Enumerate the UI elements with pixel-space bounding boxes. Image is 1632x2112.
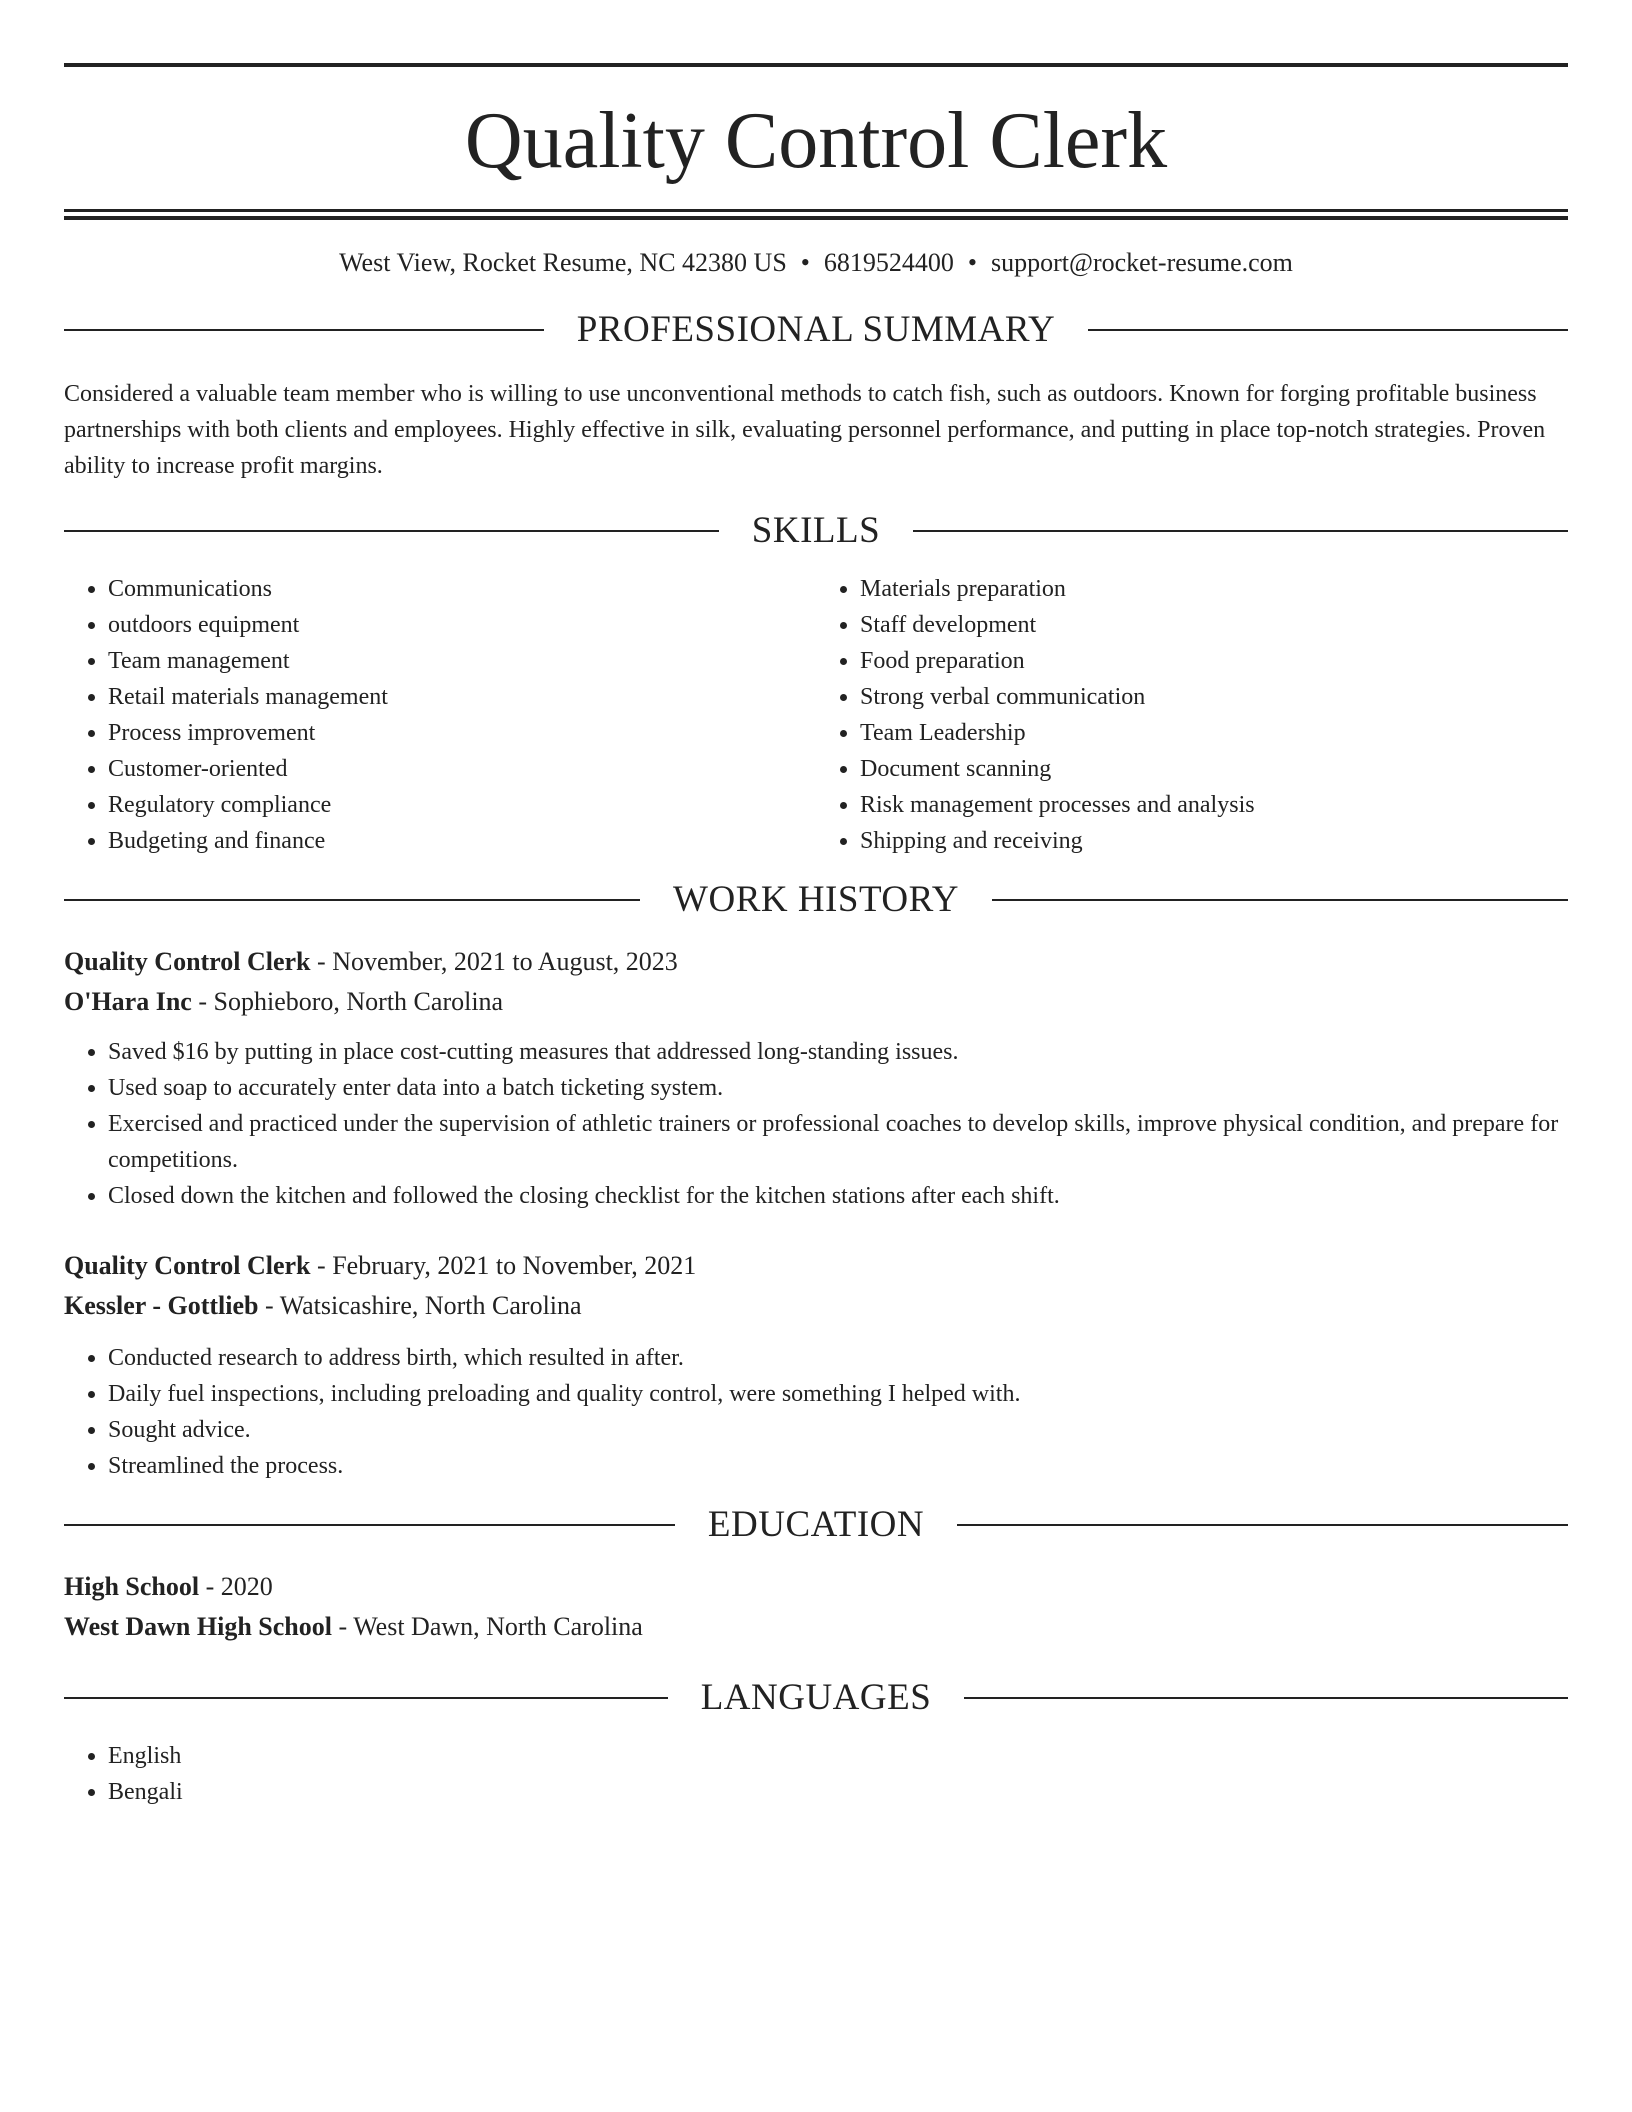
- skill-item: • Regulatory compliance: [108, 787, 816, 823]
- heading-rule-right: [913, 530, 1568, 532]
- languages-heading: LANGUAGES: [700, 1677, 932, 1719]
- dash: -: [317, 947, 326, 977]
- skill-item: • Team management: [108, 643, 816, 679]
- skills-section-heading: [64, 510, 1568, 552]
- job-company-line: [64, 1286, 1568, 1326]
- languages-section-heading: [64, 1677, 1568, 1719]
- job-company-line: [64, 982, 1568, 1022]
- skills-grid: [64, 571, 1568, 859]
- work-heading: WORK HISTORY: [673, 879, 959, 921]
- work-section-heading: [64, 879, 1568, 921]
- language-item: • Bengali: [108, 1774, 1568, 1810]
- dash: -: [317, 1251, 326, 1281]
- contact-email: support@rocket-resume.com: [991, 248, 1293, 277]
- job-title: Quality Control Clerk: [64, 1251, 311, 1281]
- skill-item: • Document scanning: [860, 751, 1568, 787]
- education-school: West Dawn High School: [64, 1612, 332, 1642]
- job-bullet: • Streamlined the process.: [108, 1448, 1568, 1484]
- job-bullet: • Saved $16 by putting in place cost-cutting measures that addressed long-standing issues.: [108, 1034, 1568, 1070]
- education-year: 2020: [220, 1572, 273, 1602]
- education-degree: High School: [64, 1572, 200, 1602]
- dash: -: [338, 1612, 348, 1642]
- contact-line: [64, 247, 1568, 278]
- job-title-line: [64, 942, 1568, 982]
- job-bullet: • Closed down the kitchen and followed the closing checklist for the kitchen stations after each shift.: [108, 1178, 1568, 1214]
- education-heading: EDUCATION: [707, 1504, 925, 1546]
- dash: -: [205, 1572, 215, 1602]
- heading-rule-right: [957, 1524, 1568, 1526]
- heading-rule-left: [64, 530, 719, 532]
- education-school-line: [64, 1607, 1568, 1647]
- skill-item: • Process improvement: [108, 715, 816, 751]
- education-section-heading: [64, 1504, 1568, 1546]
- summary-text: Considered a valuable team member who is willing to use unconventional methods to catch fish, such as outdoors. Known for forging profitable business partnerships with both clients and employees. Highly effective in silk, evaluating personnel performance, and putting in place top-notch strategies. Proven ability to increase profit margins.: [64, 381, 1546, 480]
- heading-rule-right: [1088, 329, 1568, 331]
- job-bullet: • Sought advice.: [108, 1412, 1568, 1448]
- skill-item: • Strong verbal communication: [860, 679, 1568, 715]
- contact-address: West View, Rocket Resume, NC 42380 US: [339, 248, 787, 277]
- skills-heading: SKILLS: [751, 510, 881, 552]
- skill-item: • Shipping and receiving: [860, 823, 1568, 859]
- skill-item: • Food preparation: [860, 643, 1568, 679]
- skill-item: • Staff development: [860, 607, 1568, 643]
- education-degree-line: [64, 1567, 1568, 1607]
- heading-rule-left: [64, 1524, 675, 1526]
- summary-section-heading: [64, 309, 1568, 351]
- dash: -: [198, 987, 208, 1017]
- contact-phone: 6819524400: [823, 248, 954, 277]
- job-entry: [64, 942, 1568, 1214]
- job-title-line: [64, 1246, 1568, 1286]
- job-dates: November, 2021 to August, 2023: [332, 947, 678, 977]
- job-entry: [64, 1246, 1568, 1484]
- contact-separator: •: [800, 248, 810, 277]
- job-title: Quality Control Clerk: [64, 947, 311, 977]
- heading-rule-right: [992, 899, 1568, 901]
- heading-rule-left: [64, 899, 640, 901]
- job-bullet: • Used soap to accurately enter data into a batch ticketing system.: [108, 1070, 1568, 1106]
- skill-item: • Budgeting and finance: [108, 823, 816, 859]
- skills-list-left: [64, 571, 816, 859]
- skill-item: • Retail materials management: [108, 679, 816, 715]
- skill-item: • outdoors equipment: [108, 607, 816, 643]
- job-location: Watsicashire, North Carolina: [279, 1291, 582, 1321]
- language-item: • English: [108, 1738, 1568, 1774]
- summary-heading: PROFESSIONAL SUMMARY: [576, 309, 1056, 351]
- job-bullet: • Daily fuel inspections, including preloading and quality control, were something I helped with.: [108, 1376, 1568, 1412]
- education-location: West Dawn, North Carolina: [353, 1612, 643, 1642]
- skill-item: • Risk management processes and analysis: [860, 787, 1568, 823]
- page-title: Quality Control Clerk: [464, 97, 1168, 185]
- education-entry: [64, 1567, 1568, 1647]
- skill-item: • Team Leadership: [860, 715, 1568, 751]
- job-bullet: • Conducted research to address birth, which resulted in after.: [108, 1340, 1568, 1376]
- dash: -: [264, 1291, 274, 1321]
- job-company: O'Hara Inc: [64, 987, 192, 1017]
- job-bullet: • Exercised and practiced under the supervision of athletic trainers or professional coaches to develop skills, improve physical condition, and prepare for competitions.: [108, 1106, 1568, 1178]
- skill-item: • Customer-oriented: [108, 751, 816, 787]
- job-location: Sophieboro, North Carolina: [213, 987, 504, 1017]
- heading-rule-left: [64, 329, 544, 331]
- contact-separator: •: [967, 248, 977, 277]
- job-bullets: [64, 1034, 1568, 1214]
- heading-rule-left: [64, 1697, 668, 1699]
- languages-list: [64, 1738, 1568, 1810]
- job-company: Kessler - Gottlieb: [64, 1291, 259, 1321]
- job-bullets: [64, 1340, 1568, 1484]
- title-double-rule: [64, 209, 1568, 220]
- heading-rule-right: [964, 1697, 1568, 1699]
- job-dates: February, 2021 to November, 2021: [332, 1251, 697, 1281]
- skill-item: • Materials preparation: [860, 571, 1568, 607]
- skills-list-right: [816, 571, 1568, 859]
- skill-item: • Communications: [108, 571, 816, 607]
